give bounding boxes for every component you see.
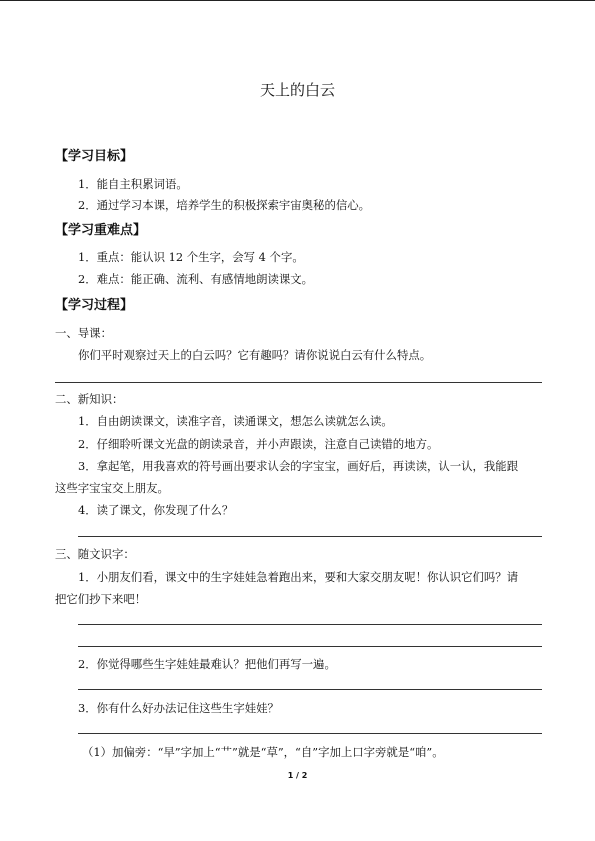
answer-line [55, 382, 542, 383]
page-number: 1 / 2 [287, 771, 308, 780]
subsection-label-intro: 一、导课： [55, 326, 112, 340]
literacy-item: 2．你觉得哪些生字娃娃最难认？把他们再写一遍。 [78, 657, 336, 671]
new-knowledge-item: 3．拿起笔，用我喜欢的符号画出要求认会的字宝宝，画好后，再读读，认一认，我能跟 [78, 459, 519, 473]
section-heading-goals: 【学习目标】 [55, 149, 134, 164]
keypoint-item: 2．难点：能正确、流利、有感情地朗读课文。 [78, 272, 314, 286]
literacy-item-continued: 把它们抄下来吧！ [55, 592, 147, 606]
goal-item: 1．能自主积累词语。 [78, 177, 188, 191]
answer-line [78, 689, 542, 690]
page-top-border [0, 0, 595, 1]
new-knowledge-item: 2．仔细聆听课文光盘的朗读录音，并小声跟读，注意自己读错的地方。 [78, 437, 439, 451]
page-title: 天上的白云 [259, 81, 335, 99]
goal-item: 2．通过学习本课，培养学生的积极探索宇宙奥秘的信心。 [78, 198, 371, 212]
new-knowledge-item: 4．读了课文，你发现了什么？ [78, 503, 234, 517]
literacy-example: （1）加偏旁：“早”字加上“艹”就是“草”，“自”字加上口字旁就是“咱”。 [82, 745, 444, 759]
literacy-item: 1．小朋友们看，课文中的生字娃娃急着跑出来，要和大家交朋友呢！你认识它们吗？请 [78, 570, 519, 584]
answer-line [78, 646, 542, 647]
section-heading-keypoints: 【学习重难点】 [55, 223, 147, 238]
answer-line [78, 536, 542, 537]
subsection-label-literacy: 三、随文识字： [55, 547, 135, 561]
intro-text: 你们平时观察过天上的白云吗？它有趣吗？请你说说白云有什么特点。 [78, 348, 432, 362]
literacy-item: 3．你有什么好办法记住这些生字娃娃？ [78, 701, 279, 715]
answer-line [78, 624, 542, 625]
subsection-label-new-knowledge: 二、新知识： [55, 392, 124, 406]
answer-line [78, 733, 542, 734]
keypoint-item: 1．重点：能认识 12 个生字，会写 4 个字。 [78, 250, 304, 264]
section-heading-process: 【学习过程】 [55, 298, 134, 313]
new-knowledge-item-continued: 这些字宝宝交上朋友。 [55, 481, 169, 495]
new-knowledge-item: 1．自由朗读课文，读准字音，读通课文，想怎么读就怎么读。 [78, 414, 393, 428]
